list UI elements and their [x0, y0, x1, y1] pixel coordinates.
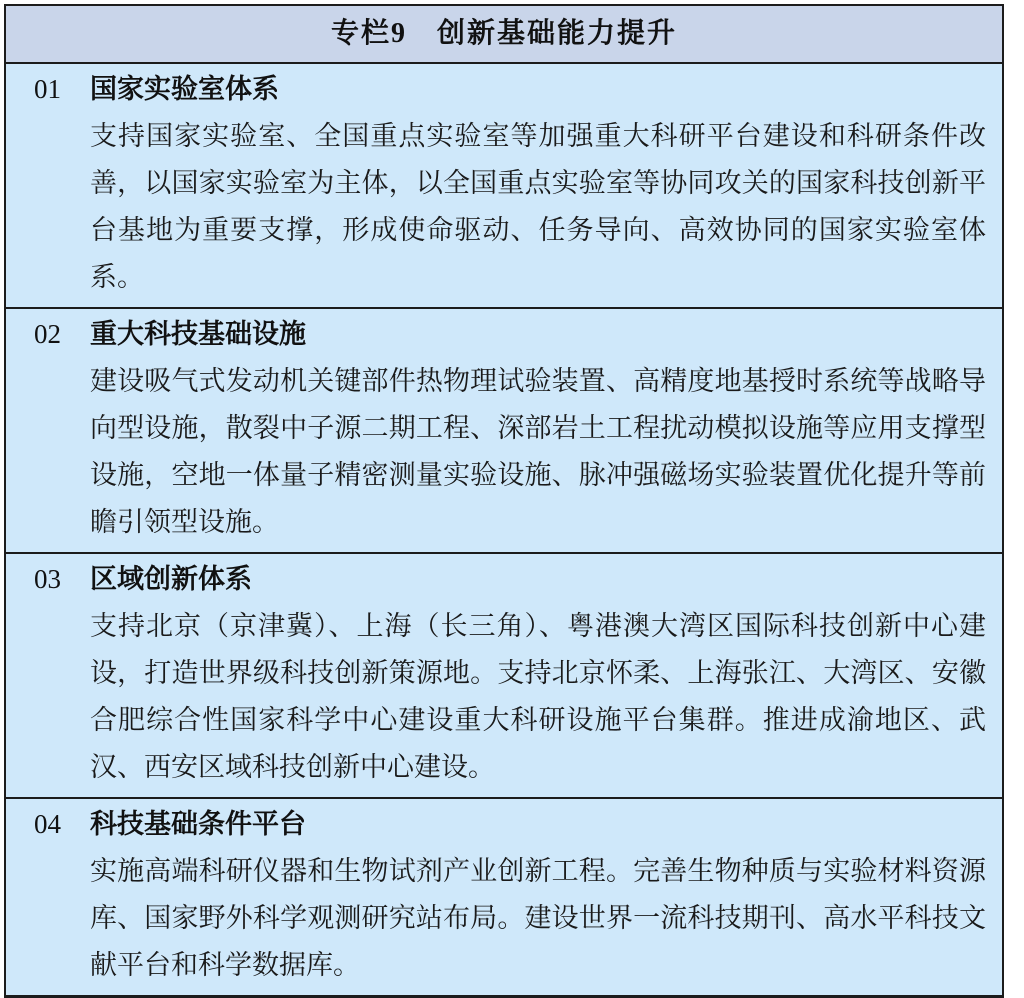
section-text: 实施高端科研仪器和生物试剂产业创新工程。完善生物种质与实验材料资源库、国家野外科学观测研究站布局。建设世界一流科技期刊、高水平科技文献平台和科学数据库。 — [90, 856, 986, 980]
column-box-panel — [4, 4, 1004, 998]
section-text: 支持国家实验室、全国重点实验室等加强重大科研平台建设和科研条件改善，以国家实验室为主体，以全国重点实验室等协同攻关的国家科技创新平台基地为重要支撑，形成使命驱动、任务导向、高效协同的国家实验室体系。 — [90, 121, 986, 292]
section-text: 支持北京（京津冀）、上海（长三角）、粤港澳大湾区国际科技创新中心建设，打造世界级科技创新策源地。支持北京怀柔、上海张江、大湾区、安徽合肥综合性国家科学中心建设重大科研设施平台集群。推进成渝地区、武汉、西安区域科技创新中心建设。 — [90, 611, 986, 782]
section-number: 01 — [34, 74, 61, 104]
column-box-title: 专栏9 创新基础能力提升 — [6, 6, 1002, 64]
section-title: 区域创新体系 — [90, 564, 252, 594]
section-03 — [6, 554, 1002, 799]
section-title: 重大科技基础设施 — [90, 319, 306, 349]
section-04 — [6, 799, 1002, 995]
section-number: 04 — [34, 809, 61, 839]
section-title: 科技基础条件平台 — [90, 809, 306, 839]
section-title: 国家实验室体系 — [90, 74, 279, 104]
section-01 — [6, 64, 1002, 309]
section-number: 02 — [34, 319, 61, 349]
section-number: 03 — [34, 564, 61, 594]
section-02 — [6, 309, 1002, 554]
section-text: 建设吸气式发动机关键部件热物理试验装置、高精度地基授时系统等战略导向型设施，散裂中子源二期工程、深部岩土工程扰动模拟设施等应用支撑型设施，空地一体量子精密测量实验设施、脉冲强磁场实验装置优化提升等前瞻引领型设施。 — [90, 366, 986, 537]
